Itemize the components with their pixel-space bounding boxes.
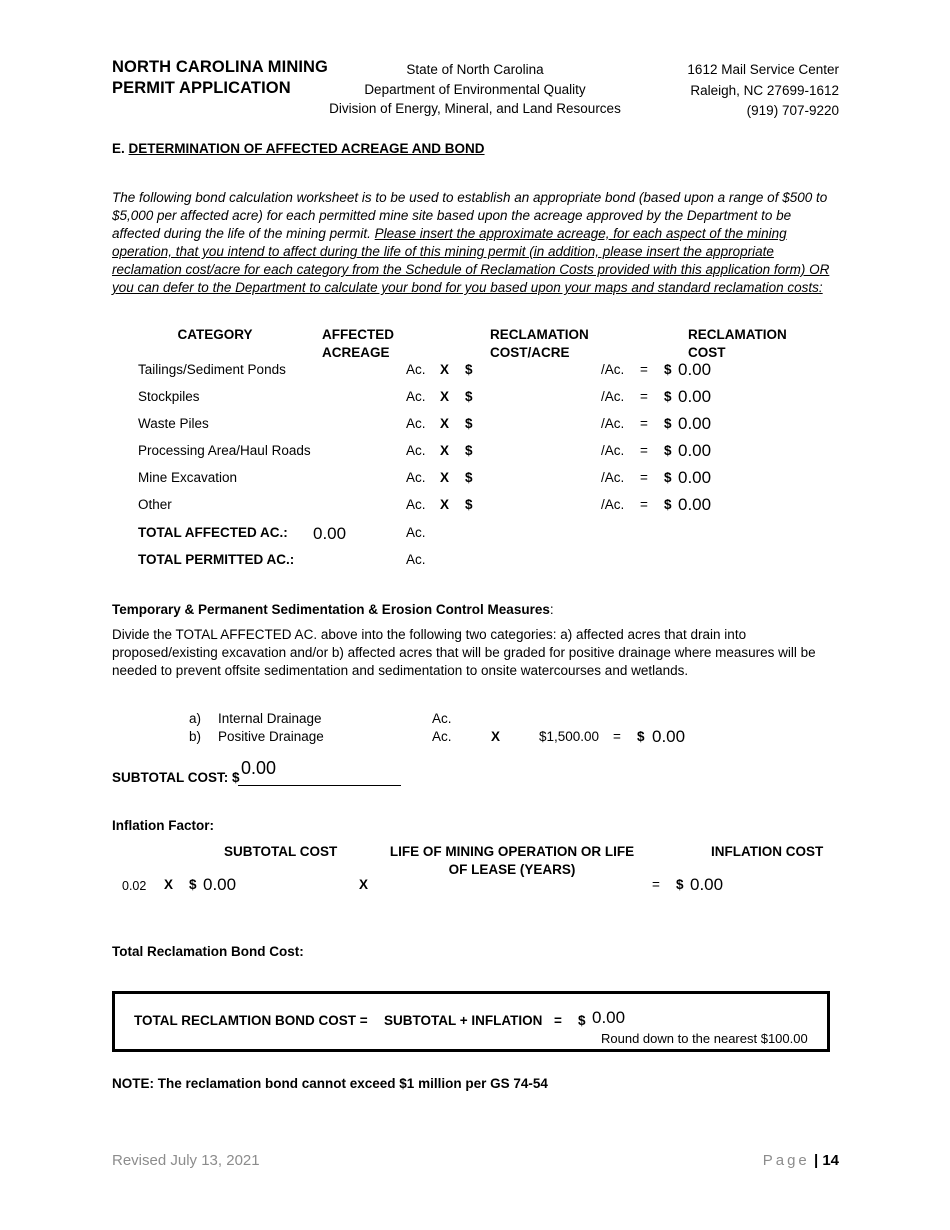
subtotal-underline	[238, 785, 401, 786]
row-reclamation-cost[interactable]: 0.00	[678, 441, 712, 460]
total-permitted-unit: Ac.	[406, 552, 426, 567]
inflation-header-life	[382, 843, 642, 879]
form-title-line2: PERMIT APPLICATION	[112, 79, 291, 97]
inflation-factor: 0.02	[122, 879, 147, 893]
sedimentation-instructions: Divide the TOTAL AFFECTED AC. above into the following two categories: a) affected acres that drain into proposed/existing excavation and/or b) affected acres that will be graded for positive drainage where measures will be needed to prevent offsite sedimentation and sedimentation to onsite watercourses and wetlands.	[112, 627, 816, 678]
positive-drainage-times: X	[491, 729, 501, 744]
intro-paragraph	[112, 189, 842, 297]
revision-date: Revised July 13, 2021	[112, 1152, 260, 1169]
row-times: X	[440, 362, 450, 377]
intro-instructions: Please insert the approximate acreage, for each aspect of the mining operation, that you intend to affect during the life of this mining permit (in addition, please insert the appropriate reclamation cost/acre for each category from the Schedule of Reclamation Costs provided with this application form) OR you can defer to the Department to calculate your bond for you based upon your maps and standard reclamation costs:	[112, 226, 830, 295]
col-header-category: CATEGORY	[177, 327, 253, 342]
internal-drainage-unit: Ac.	[432, 711, 452, 726]
form-title-line1: NORTH CAROLINA MINING	[112, 58, 328, 76]
col-header-cost-acre	[490, 326, 589, 362]
inflation-equals: =	[652, 877, 660, 892]
inflation-subtotal-value[interactable]: 0.00	[203, 875, 237, 894]
address-block	[640, 60, 839, 122]
row-times: X	[440, 389, 450, 404]
row-acreage-unit: Ac.	[406, 470, 426, 485]
subtotal-label: SUBTOTAL COST: $	[112, 770, 240, 785]
inflation-header-life-line1: LIFE OF MINING OPERATION OR LIFE	[389, 844, 635, 859]
row-acreage-unit: Ac.	[406, 416, 426, 431]
row-reclamation-cost[interactable]: 0.00	[678, 495, 712, 514]
inflation-times: X	[164, 877, 174, 892]
agency-block	[320, 60, 630, 119]
row-cost-dollar: $	[664, 416, 672, 431]
row-per-acre: /Ac.	[601, 497, 625, 512]
total-bond-dollar: $	[578, 1013, 586, 1028]
row-times: X	[440, 497, 450, 512]
page-number: 14	[822, 1152, 839, 1169]
inflation-title: Inflation Factor:	[112, 818, 214, 833]
form-title	[112, 57, 328, 99]
row-reclamation-cost[interactable]: 0.00	[678, 387, 712, 406]
row-equals: =	[640, 389, 648, 404]
total-affected-unit: Ac.	[406, 525, 426, 540]
total-bond-formula: SUBTOTAL + INFLATION	[384, 1013, 543, 1028]
col-header-cost-acre-line2: COST/ACRE	[490, 345, 570, 360]
col-header-affected-line1: AFFECTED	[322, 327, 394, 342]
row-category-label: Stockpiles	[138, 389, 200, 404]
inflation-header-cost: INFLATION COST	[711, 844, 824, 859]
row-dollar: $	[465, 362, 473, 377]
section-letter: E.	[112, 141, 125, 156]
row-cost-dollar: $	[664, 389, 672, 404]
col-header-cost-acre-line1: RECLAMATION	[490, 327, 589, 342]
row-reclamation-cost[interactable]: 0.00	[678, 468, 712, 487]
total-bond-value[interactable]: 0.00	[592, 1008, 626, 1027]
page-separator: |	[813, 1152, 819, 1169]
row-times: X	[440, 443, 450, 458]
col-header-cost	[688, 326, 787, 362]
row-equals: =	[640, 416, 648, 431]
internal-drainage-letter: a)	[189, 711, 202, 726]
sedimentation-title-text: Temporary & Permanent Sedimentation & Erosion Control Measures	[112, 602, 550, 617]
address-line1: 1612 Mail Service Center	[687, 62, 839, 77]
row-category-label: Mine Excavation	[138, 470, 238, 485]
sedimentation-title-colon: :	[549, 602, 554, 617]
row-acreage-unit: Ac.	[406, 497, 426, 512]
intro-plain: The following bond calculation worksheet is to be used to establish an appropriate bond (based upon a range of $500 to $5,000 per affected acre) for each permitted mine site based upon the acreage approved by the Department to be affected during the life of the mining permit.	[112, 190, 828, 241]
section-heading: DETERMINATION OF AFFECTED ACREAGE AND BOND	[128, 141, 485, 156]
row-equals: =	[640, 497, 648, 512]
positive-drainage-label: Positive Drainage	[218, 729, 324, 744]
col-header-affected-line2: ACREAGE	[322, 345, 390, 360]
inflation-header-subtotal: SUBTOTAL COST	[224, 844, 338, 859]
row-dollar: $	[465, 416, 473, 431]
row-reclamation-cost[interactable]: 0.00	[678, 360, 712, 379]
agency-department: Department of Environmental Quality	[364, 81, 586, 97]
positive-drainage-letter: b)	[189, 729, 202, 744]
address-phone: (919) 707-9220	[746, 103, 839, 118]
row-dollar: $	[465, 389, 473, 404]
row-cost-dollar: $	[664, 470, 672, 485]
positive-drainage-dollar: $	[637, 729, 645, 744]
row-cost-dollar: $	[664, 362, 672, 377]
row-per-acre: /Ac.	[601, 443, 625, 458]
bond-limit-note: NOTE: The reclamation bond cannot exceed $1 million per GS 74-54	[112, 1076, 548, 1091]
row-category-label: Processing Area/Haul Roads	[138, 443, 311, 458]
inflation-subtotal-dollar: $	[189, 877, 197, 892]
page-number-block	[700, 1152, 839, 1169]
row-per-acre: /Ac.	[601, 362, 625, 377]
sedimentation-title	[112, 602, 554, 617]
row-equals: =	[640, 362, 648, 377]
total-affected-value[interactable]: 0.00	[313, 524, 347, 543]
row-acreage-unit: Ac.	[406, 362, 426, 377]
agency-state: State of North Carolina	[406, 62, 544, 77]
total-bond-equals: =	[554, 1013, 562, 1028]
total-bond-title: Total Reclamation Bond Cost:	[112, 944, 304, 959]
inflation-header-life-line2: OF LEASE (YEARS)	[448, 862, 576, 877]
row-category-label: Other	[138, 497, 172, 512]
col-header-affected	[322, 326, 394, 362]
row-equals: =	[640, 470, 648, 485]
row-times: X	[440, 470, 450, 485]
inflation-cost-value[interactable]: 0.00	[690, 875, 724, 894]
row-cost-dollar: $	[664, 443, 672, 458]
total-bond-label: TOTAL RECLAMTION BOND COST =	[134, 1013, 368, 1028]
col-header-cost-line1: RECLAMATION	[688, 327, 787, 342]
positive-drainage-cost[interactable]: 0.00	[652, 727, 686, 746]
total-affected-label: TOTAL AFFECTED AC.:	[138, 525, 288, 540]
row-reclamation-cost[interactable]: 0.00	[678, 414, 712, 433]
positive-drainage-equals: =	[613, 729, 621, 744]
row-dollar: $	[465, 443, 473, 458]
row-acreage-unit: Ac.	[406, 389, 426, 404]
subtotal-value[interactable]: 0.00	[241, 758, 277, 778]
internal-drainage-label: Internal Drainage	[218, 711, 322, 726]
address-line2: Raleigh, NC 27699-1612	[690, 82, 839, 98]
section-title	[112, 141, 485, 156]
row-per-acre: /Ac.	[601, 416, 625, 431]
row-equals: =	[640, 443, 648, 458]
total-permitted-label: TOTAL PERMITTED AC.:	[138, 552, 295, 567]
total-bond-round-note: Round down to the nearest $100.00	[601, 1031, 808, 1046]
inflation-times-years: X	[359, 877, 369, 892]
positive-drainage-unit: Ac.	[432, 729, 452, 744]
col-header-cost-line2: COST	[688, 345, 726, 360]
positive-drainage-rate: $1,500.00	[539, 729, 600, 744]
row-times: X	[440, 416, 450, 431]
agency-division: Division of Energy, Mineral, and Land Resources	[329, 101, 621, 116]
row-cost-dollar: $	[664, 497, 672, 512]
inflation-cost-dollar: $	[676, 877, 684, 892]
row-acreage-unit: Ac.	[406, 443, 426, 458]
row-dollar: $	[465, 470, 473, 485]
row-category-label: Tailings/Sediment Ponds	[138, 362, 286, 377]
row-per-acre: /Ac.	[601, 470, 625, 485]
row-category-label: Waste Piles	[138, 416, 209, 431]
row-per-acre: /Ac.	[601, 389, 625, 404]
page-word: Page	[762, 1152, 810, 1169]
row-dollar: $	[465, 497, 473, 512]
